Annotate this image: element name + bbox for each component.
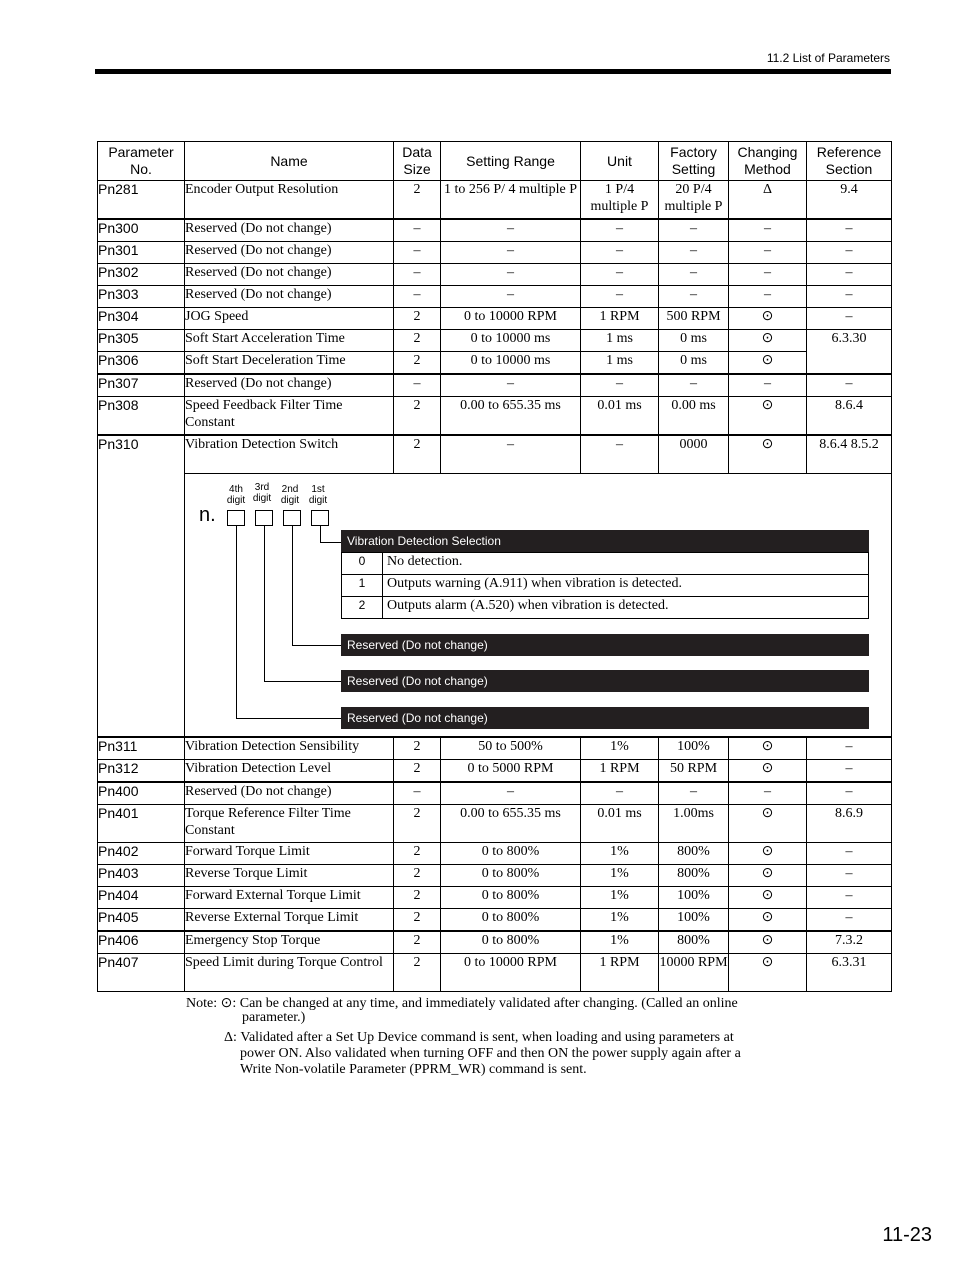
param-range: – [441, 286, 581, 308]
note-text: power ON. Also validated when turning OFF and then ON the power supply again after a [240, 1046, 741, 1061]
param-no: Pn305 [98, 330, 185, 352]
param-name: Speed Feedback Filter Time Constant [185, 397, 394, 436]
param-size: 2 [394, 181, 441, 220]
param-name: Speed Limit during Torque Control [185, 954, 394, 992]
param-size: 2 [394, 435, 441, 474]
param-name: Emergency Stop Torque [185, 931, 394, 954]
param-method: – [729, 782, 807, 805]
param-factory: 0 ms [659, 352, 729, 375]
param-name: Reserved (Do not change) [185, 286, 394, 308]
param-size: 2 [394, 308, 441, 330]
col-header: Reference Section [807, 142, 892, 181]
col-header: Factory Setting [659, 142, 729, 181]
param-name: Reserved (Do not change) [185, 374, 394, 397]
param-ref: – [807, 760, 892, 783]
connector-line [292, 526, 293, 646]
table-row [98, 330, 892, 352]
param-ref: 8.6.9 [807, 805, 892, 843]
param-name: Vibration Detection Sensibility [185, 737, 394, 760]
param-method: ⊙ [729, 805, 807, 843]
option-text: Outputs warning (A.911) when vibration is detected. [383, 575, 869, 597]
param-unit: 1 P/4 multiple P [581, 181, 659, 220]
header-rule [95, 69, 891, 74]
digit-label: 3rd digit [252, 482, 272, 504]
param-name: Torque Reference Filter Time Constant [185, 805, 394, 843]
col-header: Unit [581, 142, 659, 181]
param-size: – [394, 219, 441, 242]
diagram-row [98, 474, 892, 738]
table-row [98, 887, 892, 909]
param-size: 2 [394, 352, 441, 375]
param-unit: 1% [581, 737, 659, 760]
param-range: 1 to 256 P/ 4 multiple P [441, 181, 581, 220]
param-name: Reserved (Do not change) [185, 219, 394, 242]
param-range: 0 to 800% [441, 843, 581, 865]
param-range: – [441, 219, 581, 242]
param-method: ⊙ [729, 865, 807, 887]
param-unit: 1 ms [581, 352, 659, 375]
param-name: Reverse External Torque Limit [185, 909, 394, 932]
param-factory: 20 P/4 multiple P [659, 181, 729, 220]
param-ref: – [807, 374, 892, 397]
param-name: Vibration Detection Level [185, 760, 394, 783]
col-header: Name [185, 142, 394, 181]
param-factory: 800% [659, 931, 729, 954]
param-method: ⊙ [729, 435, 807, 474]
table-row [98, 397, 892, 436]
connector-line [320, 542, 341, 543]
param-range: 0 to 800% [441, 931, 581, 954]
param-unit: 0.01 ms [581, 397, 659, 436]
param-factory: – [659, 286, 729, 308]
digit-box [283, 510, 301, 526]
list-item [342, 597, 869, 619]
param-ref: – [807, 909, 892, 932]
param-no: Pn311 [98, 737, 185, 760]
parameter-table [97, 141, 892, 992]
param-name: Forward External Torque Limit [185, 887, 394, 909]
param-name: Reserved (Do not change) [185, 264, 394, 286]
param-size: 2 [394, 909, 441, 932]
table-row [98, 843, 892, 865]
param-size: 2 [394, 954, 441, 992]
param-factory: 100% [659, 887, 729, 909]
param-method: – [729, 242, 807, 264]
param-no: Pn304 [98, 308, 185, 330]
param-range: 0 to 800% [441, 909, 581, 932]
param-method: ⊙ [729, 330, 807, 352]
param-no: Pn300 [98, 219, 185, 242]
param-unit: 1 RPM [581, 760, 659, 783]
param-method: – [729, 264, 807, 286]
table-row [98, 242, 892, 264]
selection-title-bar: Vibration Detection Selection [341, 530, 869, 552]
param-size: 2 [394, 887, 441, 909]
param-no: Pn281 [98, 181, 185, 220]
param-range: 50 to 500% [441, 737, 581, 760]
table-row [98, 931, 892, 954]
param-ref: 8.6.4 [807, 397, 892, 436]
table-row [98, 264, 892, 286]
param-name: Reserved (Do not change) [185, 782, 394, 805]
reserved-bar: Reserved (Do not change) [341, 670, 869, 692]
param-range: 0.00 to 655.35 ms [441, 805, 581, 843]
running-header: 11.2 List of Parameters [766, 51, 890, 65]
param-no: Pn404 [98, 887, 185, 909]
param-ref: – [807, 737, 892, 760]
param-method: ⊙ [729, 737, 807, 760]
param-ref: 7.3.2 [807, 931, 892, 954]
param-ref: – [807, 308, 892, 330]
param-no: Pn301 [98, 242, 185, 264]
param-size: 2 [394, 865, 441, 887]
param-method: ⊙ [729, 397, 807, 436]
param-range: 0 to 10000 RPM [441, 954, 581, 992]
digit-diagram [185, 474, 891, 736]
option-key: 2 [342, 597, 383, 619]
note-text: parameter.) [242, 1010, 306, 1025]
param-unit: 1% [581, 931, 659, 954]
connector-line [264, 681, 341, 682]
param-range: 0 to 800% [441, 887, 581, 909]
param-unit: – [581, 219, 659, 242]
param-range: 0 to 10000 ms [441, 352, 581, 375]
param-ref: 6.3.31 [807, 954, 892, 992]
param-range: 0 to 10000 RPM [441, 308, 581, 330]
param-method: – [729, 286, 807, 308]
param-method: ⊙ [729, 909, 807, 932]
reserved-bar: Reserved (Do not change) [341, 634, 869, 656]
table-row [98, 760, 892, 783]
digit-label: 2nd digit [280, 484, 300, 506]
param-ref: 8.6.4 8.5.2 [807, 435, 892, 474]
param-unit: – [581, 286, 659, 308]
param-method: ⊙ [729, 931, 807, 954]
param-name: Forward Torque Limit [185, 843, 394, 865]
param-no: Pn303 [98, 286, 185, 308]
param-range: – [441, 264, 581, 286]
param-factory: – [659, 374, 729, 397]
param-factory: – [659, 219, 729, 242]
param-unit: 1% [581, 887, 659, 909]
connector-line [292, 645, 341, 646]
param-no: Pn403 [98, 865, 185, 887]
param-method: ⊙ [729, 954, 807, 992]
list-item [342, 575, 869, 597]
table-header-row [98, 142, 892, 181]
param-ref: – [807, 286, 892, 308]
param-factory: 800% [659, 865, 729, 887]
page-number: 11-23 [882, 1224, 932, 1246]
param-method: Δ [729, 181, 807, 220]
param-factory: 500 RPM [659, 308, 729, 330]
param-unit: – [581, 242, 659, 264]
param-unit: 1% [581, 843, 659, 865]
param-name: Reserved (Do not change) [185, 242, 394, 264]
param-size: 2 [394, 397, 441, 436]
param-method: ⊙ [729, 352, 807, 375]
param-factory: 100% [659, 909, 729, 932]
table-row [98, 737, 892, 760]
param-factory: 50 RPM [659, 760, 729, 783]
param-size: 2 [394, 760, 441, 783]
table-row [98, 181, 892, 220]
table-row [98, 219, 892, 242]
param-name: JOG Speed [185, 308, 394, 330]
param-size: 2 [394, 931, 441, 954]
param-no: Pn310 [98, 435, 185, 737]
digit-box [227, 510, 245, 526]
table-row [98, 954, 892, 992]
param-method: ⊙ [729, 843, 807, 865]
param-no: Pn312 [98, 760, 185, 783]
param-no: Pn306 [98, 352, 185, 375]
note-text: Δ: Validated after a Set Up Device command is sent, when loading and using parameters at [224, 1030, 734, 1045]
table-row [98, 909, 892, 932]
param-name: Encoder Output Resolution [185, 181, 394, 220]
param-range: 0 to 5000 RPM [441, 760, 581, 783]
param-size: – [394, 264, 441, 286]
table-row [98, 435, 892, 474]
param-size: 2 [394, 805, 441, 843]
param-range: 0.00 to 655.35 ms [441, 397, 581, 436]
digit-box [311, 510, 329, 526]
digit-label: 4th digit [226, 484, 246, 506]
param-method: ⊙ [729, 887, 807, 909]
param-unit: – [581, 374, 659, 397]
param-unit: – [581, 435, 659, 474]
param-factory: 10000 RPM [659, 954, 729, 992]
param-range: – [441, 374, 581, 397]
param-unit: – [581, 782, 659, 805]
param-factory: 0000 [659, 435, 729, 474]
col-header: Changing Method [729, 142, 807, 181]
col-header: Setting Range [441, 142, 581, 181]
param-factory: – [659, 242, 729, 264]
option-text: No detection. [383, 553, 869, 575]
param-no: Pn402 [98, 843, 185, 865]
param-unit: 1 RPM [581, 954, 659, 992]
table-row [98, 782, 892, 805]
param-size: 2 [394, 843, 441, 865]
param-no: Pn401 [98, 805, 185, 843]
param-no: Pn405 [98, 909, 185, 932]
param-unit: – [581, 264, 659, 286]
param-ref: 9.4 [807, 181, 892, 220]
param-range: 0 to 800% [441, 865, 581, 887]
param-range: – [441, 782, 581, 805]
param-ref: – [807, 782, 892, 805]
col-header: Data Size [394, 142, 441, 181]
digit-box [255, 510, 273, 526]
param-factory: 0 ms [659, 330, 729, 352]
table-row [98, 805, 892, 843]
param-size: – [394, 374, 441, 397]
param-factory: 100% [659, 737, 729, 760]
param-ref: – [807, 264, 892, 286]
param-no: Pn307 [98, 374, 185, 397]
param-ref: 6.3.30 [807, 330, 892, 375]
option-table [341, 552, 869, 619]
param-unit: 0.01 ms [581, 805, 659, 843]
connector-line [236, 526, 237, 719]
digit-diagram-cell [185, 474, 892, 738]
param-factory: 800% [659, 843, 729, 865]
param-ref: – [807, 843, 892, 865]
param-ref: – [807, 219, 892, 242]
param-range: – [441, 435, 581, 474]
param-ref: – [807, 887, 892, 909]
param-size: 2 [394, 737, 441, 760]
param-no: Pn406 [98, 931, 185, 954]
param-name: Vibration Detection Switch [185, 435, 394, 474]
reserved-bar: Reserved (Do not change) [341, 707, 869, 729]
list-item [342, 553, 869, 575]
param-unit: 1 RPM [581, 308, 659, 330]
table-row [98, 865, 892, 887]
param-unit: 1% [581, 865, 659, 887]
param-name: Soft Start Acceleration Time [185, 330, 394, 352]
param-size: – [394, 242, 441, 264]
table-row [98, 286, 892, 308]
param-method: – [729, 374, 807, 397]
param-no: Pn407 [98, 954, 185, 992]
param-ref: – [807, 242, 892, 264]
connector-line [264, 526, 265, 682]
param-name: Soft Start Deceleration Time [185, 352, 394, 375]
param-name: Reverse Torque Limit [185, 865, 394, 887]
table-row [98, 308, 892, 330]
param-range: – [441, 242, 581, 264]
param-no: Pn400 [98, 782, 185, 805]
connector-line [320, 526, 321, 543]
param-unit: 1% [581, 909, 659, 932]
param-factory: – [659, 782, 729, 805]
param-factory: 0.00 ms [659, 397, 729, 436]
param-factory: 1.00ms [659, 805, 729, 843]
param-unit: 1 ms [581, 330, 659, 352]
option-key: 1 [342, 575, 383, 597]
param-method: ⊙ [729, 760, 807, 783]
note-text: Write Non-volatile Parameter (PPRM_WR) command is sent. [240, 1062, 587, 1077]
option-key: 0 [342, 553, 383, 575]
table-row [98, 374, 892, 397]
param-size: 2 [394, 330, 441, 352]
param-factory: – [659, 264, 729, 286]
digit-label: 1st digit [308, 484, 328, 506]
param-method: – [729, 219, 807, 242]
param-size: – [394, 782, 441, 805]
note-label: Note: [186, 996, 218, 1011]
param-ref: – [807, 865, 892, 887]
param-method: ⊙ [729, 308, 807, 330]
param-no: Pn302 [98, 264, 185, 286]
param-size: – [394, 286, 441, 308]
option-text: Outputs alarm (A.520) when vibration is detected. [383, 597, 869, 619]
note-text: ⊙: Can be changed at any time, and immediately validated after changing. (Called an online [220, 996, 738, 1011]
connector-line [236, 718, 341, 719]
param-no: Pn308 [98, 397, 185, 436]
table-row [98, 352, 892, 375]
param-range: 0 to 10000 ms [441, 330, 581, 352]
col-header: Parameter No. [98, 142, 185, 181]
n-prefix: n. [199, 504, 216, 526]
